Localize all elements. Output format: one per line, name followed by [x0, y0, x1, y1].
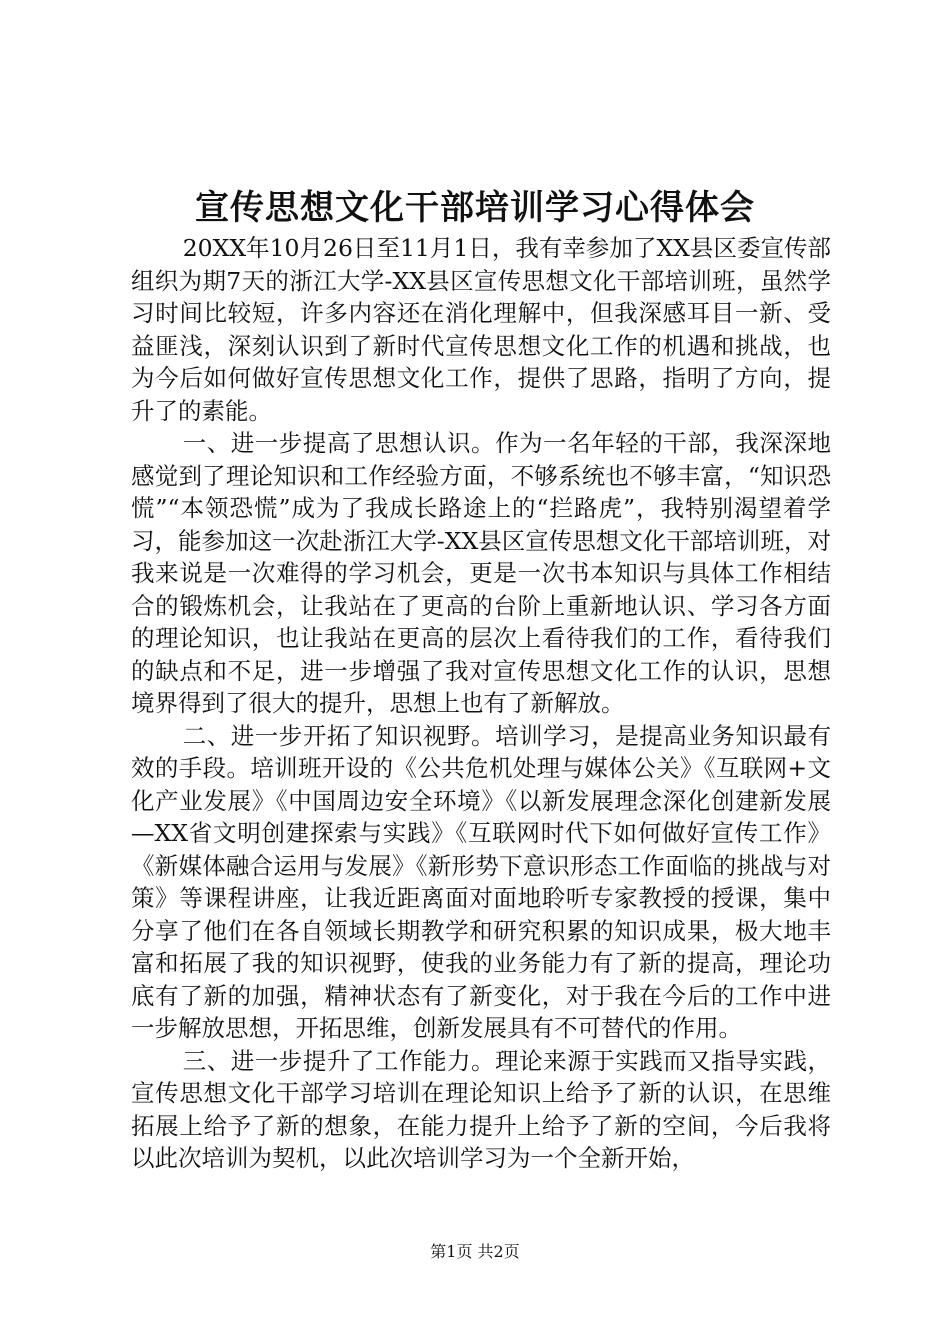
page-footer: 第1页 共2页 [430, 1242, 520, 1261]
paragraph-section-2: 二、进一步开拓了知识视野。培训学习，是提高业务知识最有效的手段。培训班开设的《公共危机处理与媒体公关》《互联网+文化产业发展》《中国周边安全环境》《以新发展理念深化创建新发展—XX省文明创建探索与实践》《互联网时代下如何做好宣传工作》《新媒体融合运用与发展》《新形势下意识形态工作面临的挑战与对策》等课程讲座，让我近距离面对面地聆听专家教授的授课，集中分享了他们在各自领域长期教学和研究积累的知识成果，极大地丰富和拓展了我的知识视野，使我的业务能力有了新的提高，理论功底有了新的加强，精神状态有了新变化，对于我在今后的工作中进一步解放思想，开拓思维，创新发展具有不可替代的作用。 [131, 721, 831, 1042]
paragraph-section-3: 三、进一步提升了工作能力。理论来源于实践而又指导实践，宣传思想文化干部学习培训在理论知识上给予了新的认识，在思维拓展上给予了新的想象，在能力提升上给予了新的空间，今后我将以此次培训为契机，以此次培训学习为一个全新开始， [131, 1046, 831, 1172]
paragraph-intro: 20XX年10月26日至11月1日，我有幸参加了XX县区委宣传部组织为期7天的浙江大学-XX县区宣传思想文化干部培训班，虽然学习时间比较短，许多内容还在消化理解中，但我深感耳目一新、受益匪浅，深刻认识到了新时代宣传思想文化工作的机遇和挑战，也为今后如何做好宣传思想文化工作，提供了思路，指明了方向，提升了的素能。 [131, 234, 831, 425]
document-body [131, 232, 831, 1175]
paragraph-section-1: 一、进一步提高了思想认识。作为一名年轻的干部，我深深地感觉到了理论知识和工作经验方面，不够系统也不够丰富，“知识恐慌”“本领恐慌”成为了我成长路途上的“拦路虎”，我特别渴望着学习，能参加这一次赴浙江大学-XX县区宣传思想文化干部培训班，对我来说是一次难得的学习机会，更是一次书本知识与具体工作相结合的锻炼机会，让我站在了更高的台阶上重新地认识、学习各方面的理论知识，也让我站在更高的层次上看待我们的工作，看待我们的缺点和不足，进一步增强了我对宣传思想文化工作的认识，思想境界得到了很大的提升，思想上也有了新解放。 [131, 429, 831, 717]
document-title: 宣传思想文化干部培训学习心得体会 [195, 188, 755, 228]
